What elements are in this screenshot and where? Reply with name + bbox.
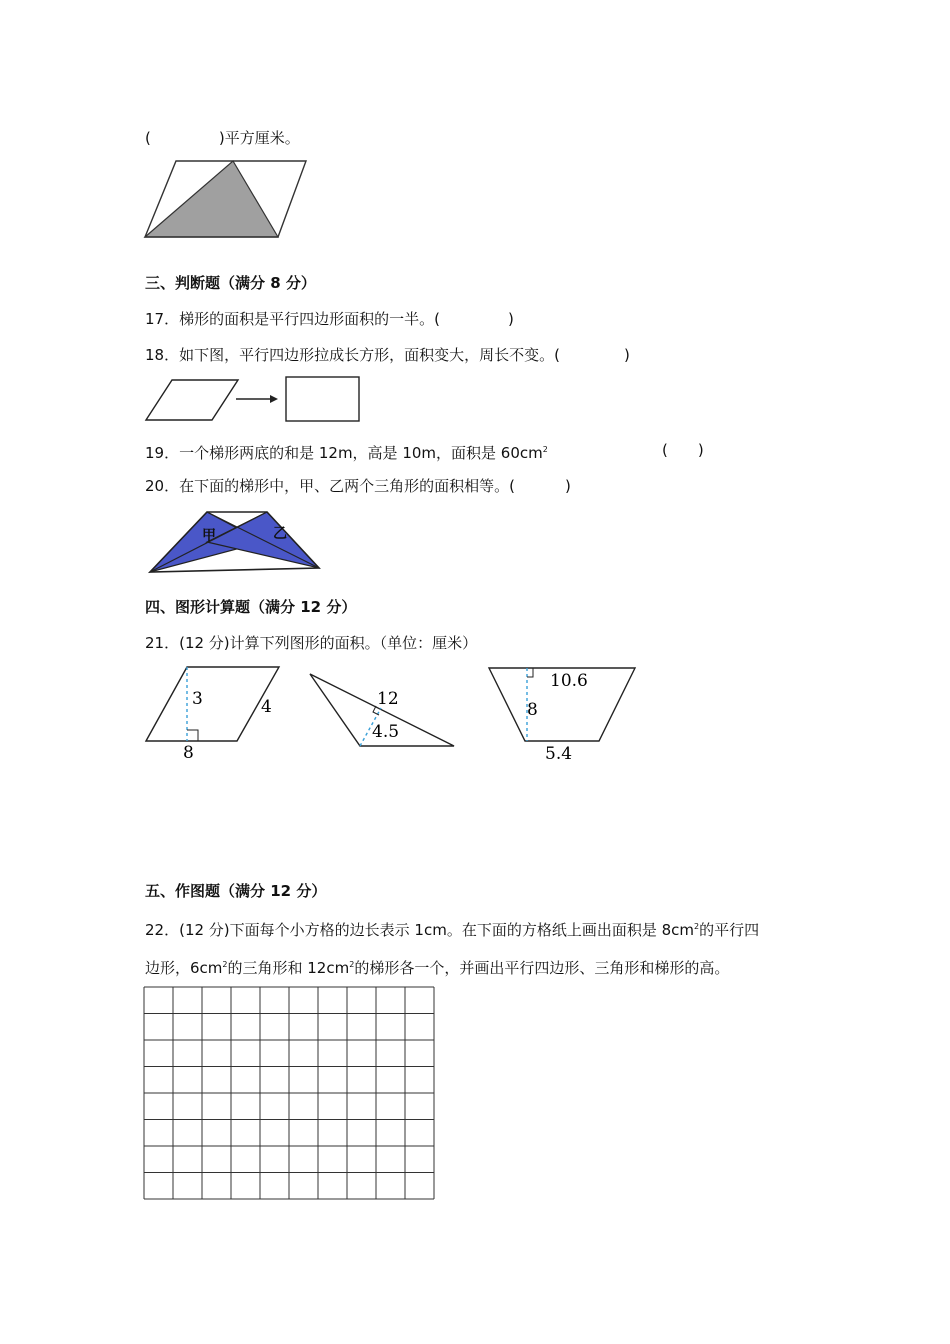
- label-yi: 乙: [273, 526, 287, 542]
- arrow-head-icon: [270, 395, 278, 403]
- para-side-label: 4: [261, 697, 272, 717]
- question-17: 17．梯形的面积是平行四边形面积的一半。( ): [145, 310, 514, 328]
- q21-figures: [140, 660, 640, 765]
- tri-base-label: 12: [377, 689, 399, 709]
- question-22-line-1: 22．(12 分)下面每个小方格的边长表示 1cm。在下面的方格纸上画出面积是 $8cm^2$的平行四: [145, 921, 760, 939]
- trap-height-label: 8: [527, 700, 538, 720]
- label-jia: 甲: [202, 528, 216, 544]
- q16-parallelogram-figure: [140, 155, 310, 243]
- question-19-brackets: ( ): [662, 441, 704, 459]
- rectangle-shape: [286, 377, 359, 421]
- trap-top-label: 10.6: [550, 671, 588, 691]
- question-18: 18．如下图，平行四边形拉成长方形，面积变大，周长不变。( ): [145, 346, 630, 364]
- right-angle-mark: [187, 730, 198, 741]
- question-21: 21．(12 分)计算下列图形的面积。（单位：厘米）: [145, 634, 478, 652]
- grid-paper[interactable]: [143, 986, 437, 1202]
- q16-answer-line: ( )平方厘米。: [145, 129, 300, 147]
- section-4-title: 四、图形计算题（满分 12 分）: [145, 598, 357, 616]
- question-22-line-2: 边形，$6cm^2$的三角形和 $12cm^2$的梯形各一个，并画出平行四边形、三角形和梯形的高。: [145, 959, 730, 977]
- shaded-triangle: [145, 161, 278, 237]
- section-5-title: 五、作图题（满分 12 分）: [145, 882, 327, 900]
- parallelogram-shape: [146, 380, 238, 420]
- para-base-label: 8: [183, 743, 194, 763]
- q20-trapezoid-figure: [145, 508, 327, 578]
- question-20: 20．在下面的梯形中，甲、乙两个三角形的面积相等。( ): [145, 477, 571, 495]
- right-angle-mark: [527, 668, 533, 677]
- q18-figure: [140, 372, 365, 424]
- trap-bottom-label: 5.4: [545, 744, 573, 764]
- q21-parallelogram: [146, 667, 279, 741]
- section-3-title: 三、判断题（满分 8 分）: [145, 274, 316, 292]
- tri-height-label: 4.5: [372, 722, 400, 742]
- question-19: 19．一个梯形两底的和是 12m，高是 10m，面积是 $60cm^2$: [145, 444, 548, 462]
- para-height-label: 3: [192, 689, 203, 709]
